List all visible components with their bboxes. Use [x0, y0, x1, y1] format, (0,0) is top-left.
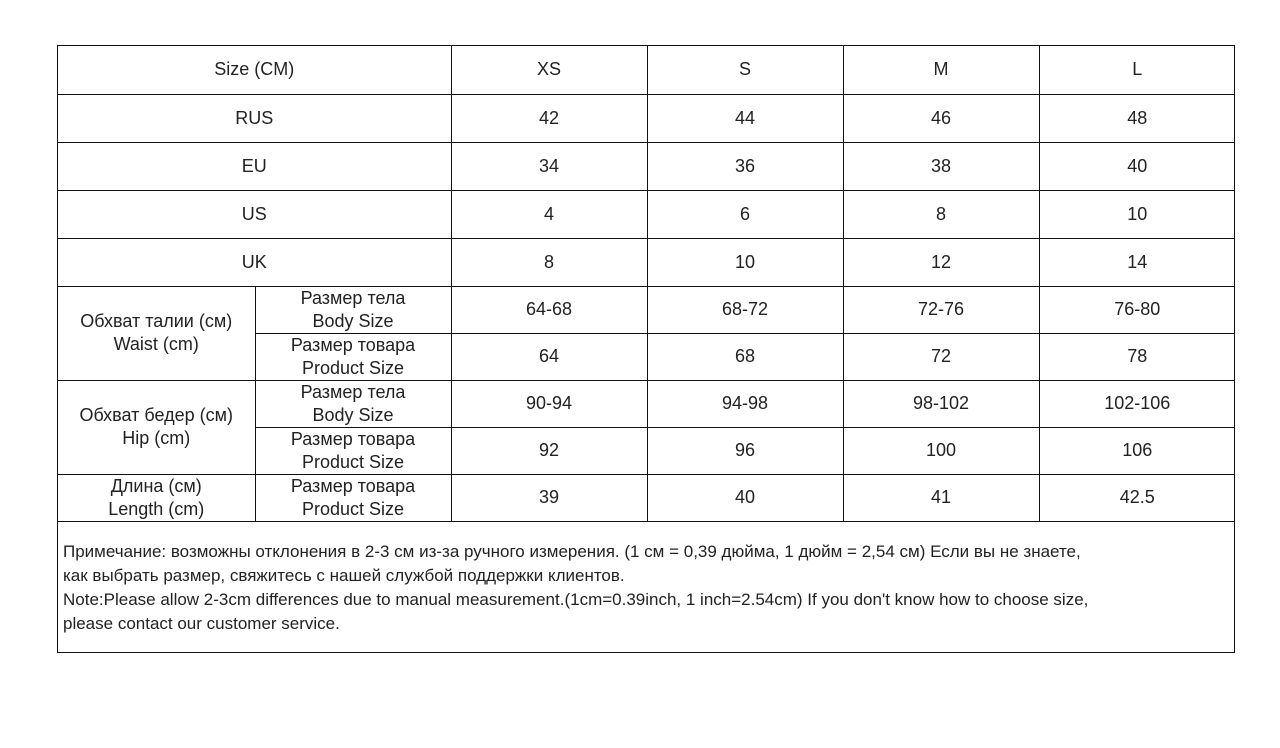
hip-label-en: Hip (cm): [122, 428, 191, 448]
table-cell: 92: [451, 427, 647, 474]
table-cell: 76-80: [1039, 286, 1235, 333]
size-xs-header: XS: [451, 46, 647, 94]
waist-label-ru: Обхват талии (см): [80, 311, 233, 331]
table-cell: 106: [1039, 427, 1235, 474]
note-ru-line-1: Примечание: возможны отклонения в 2-3 см из-за ручного измерения. (1 см = 0,39 дюйма, 1 дюйм = 2,54 см) Если вы не знаете,: [63, 542, 1081, 561]
hip-label-ru: Обхват бедер (см): [79, 405, 234, 425]
table-cell: 42: [451, 94, 647, 142]
body-size-label-en: Body Size: [312, 404, 394, 425]
size-table: [58, 46, 1235, 522]
note-en-line-1: Note:Please allow 2-3cm differences due to manual measurement.(1cm=0.39inch, 1 inch=2.54cm) If you don't know how to choose size,: [63, 590, 1089, 609]
table-cell: 12: [843, 238, 1039, 286]
table-cell: 39: [451, 474, 647, 521]
table-cell: 48: [1039, 94, 1235, 142]
hip-label: [58, 380, 255, 474]
note-ru-line-2: как выбрать размер, свяжитесь с нашей службой поддержки клиентов.: [63, 566, 625, 585]
table-row-rus: [58, 94, 1235, 142]
row-label: UK: [58, 238, 451, 286]
body-size-label: [255, 380, 451, 427]
table-row-us: [58, 190, 1235, 238]
table-cell: 38: [843, 142, 1039, 190]
table-cell: 102-106: [1039, 380, 1235, 427]
table-cell: 8: [843, 190, 1039, 238]
table-cell: 40: [1039, 142, 1235, 190]
table-cell: 44: [647, 94, 843, 142]
table-cell: 98-102: [843, 380, 1039, 427]
table-row-uk: [58, 238, 1235, 286]
row-label: US: [58, 190, 451, 238]
table-cell: 8: [451, 238, 647, 286]
note-en-line-2: please contact our customer service.: [63, 614, 340, 633]
size-l-header: L: [1039, 46, 1235, 94]
table-cell: 14: [1039, 238, 1235, 286]
size-header-label: Size (CM): [58, 46, 451, 94]
table-cell: 96: [647, 427, 843, 474]
product-size-label: [255, 333, 451, 380]
table-cell: 68-72: [647, 286, 843, 333]
length-label-ru: Длина (см): [110, 475, 202, 496]
table-cell: 72: [843, 333, 1039, 380]
product-size-label-en: Product Size: [301, 451, 405, 472]
table-cell: 40: [647, 474, 843, 521]
measurement-note: [58, 532, 1234, 636]
table-cell: 46: [843, 94, 1039, 142]
table-cell: 72-76: [843, 286, 1039, 333]
table-cell: 10: [1039, 190, 1235, 238]
size-chart: [57, 45, 1235, 653]
table-cell: 100: [843, 427, 1039, 474]
product-size-label-ru: Размер товара: [290, 475, 416, 496]
table-row-eu: [58, 142, 1235, 190]
table-cell: 90-94: [451, 380, 647, 427]
waist-label: [58, 286, 255, 380]
product-size-label-en: Product Size: [301, 498, 405, 519]
table-cell: 64-68: [451, 286, 647, 333]
table-cell: 36: [647, 142, 843, 190]
waist-label-en: Waist (cm): [113, 334, 199, 354]
body-size-label: [255, 286, 451, 333]
table-cell: 4: [451, 190, 647, 238]
size-s-header: S: [647, 46, 843, 94]
product-size-label: [255, 427, 451, 474]
table-cell: 94-98: [647, 380, 843, 427]
table-cell: 64: [451, 333, 647, 380]
body-size-label-ru: Размер тела: [300, 381, 406, 402]
table-cell: 68: [647, 333, 843, 380]
table-cell: 42.5: [1039, 474, 1235, 521]
length-label: [58, 474, 255, 521]
row-label: EU: [58, 142, 451, 190]
table-cell: 6: [647, 190, 843, 238]
body-size-label-ru: Размер тела: [300, 287, 406, 308]
row-label: RUS: [58, 94, 451, 142]
table-cell: 34: [451, 142, 647, 190]
table-cell: 10: [647, 238, 843, 286]
product-size-label: [255, 474, 451, 521]
body-size-label-en: Body Size: [312, 310, 394, 331]
table-cell: 78: [1039, 333, 1235, 380]
table-cell: 41: [843, 474, 1039, 521]
product-size-label-ru: Размер товара: [290, 428, 416, 449]
table-row-length-product: [58, 474, 1235, 521]
length-label-en: Length (cm): [108, 498, 205, 519]
header-row: [58, 46, 1235, 94]
size-m-header: M: [843, 46, 1039, 94]
table-row-hip-body: [58, 380, 1235, 427]
product-size-label-ru: Размер товара: [290, 334, 416, 355]
product-size-label-en: Product Size: [301, 357, 405, 378]
table-row-waist-body: [58, 286, 1235, 333]
